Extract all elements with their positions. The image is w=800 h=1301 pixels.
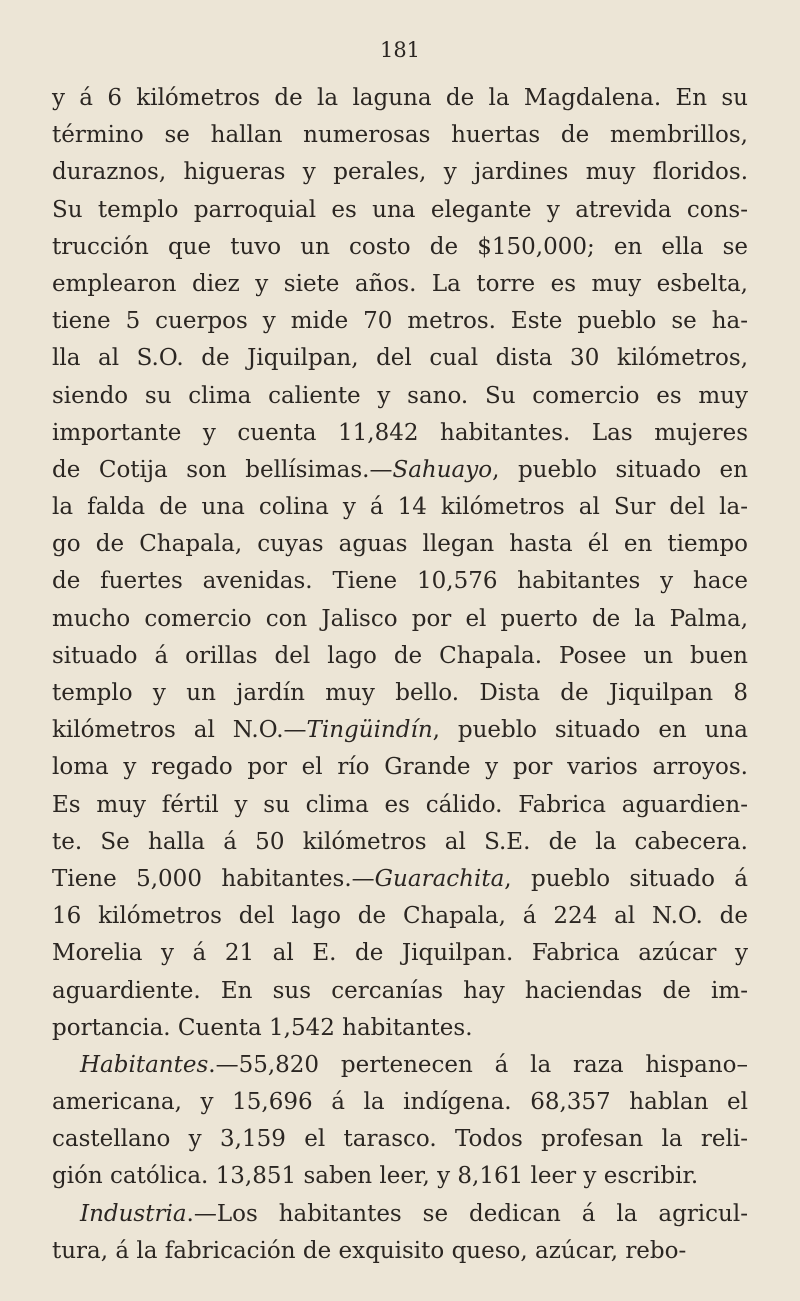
text-line bbox=[52, 601, 748, 638]
text-line bbox=[52, 154, 748, 191]
text-span: término se hallan numerosas huertas de membrillos, bbox=[52, 122, 748, 149]
text-line bbox=[52, 563, 748, 600]
text-span: loma y regado por el río Grande y por varios arroyos. bbox=[52, 754, 748, 781]
text-span: castellano y 3,159 el tarasco. Todos profesan la reli- bbox=[52, 1126, 748, 1153]
text-line bbox=[52, 1196, 748, 1233]
text-span: Es muy fértil y su clima es cálido. Fabrica aguardien- bbox=[52, 791, 748, 818]
text-line bbox=[52, 824, 748, 861]
text-span: , pueblo situado en bbox=[492, 456, 748, 483]
text-line bbox=[52, 675, 748, 712]
text-line bbox=[52, 1158, 748, 1195]
text-span: , pueblo situado á bbox=[504, 865, 749, 892]
text-span: te. Se halla á 50 kilómetros al S.E. de la cabecera. bbox=[52, 828, 748, 855]
text-line bbox=[52, 340, 748, 377]
text-line bbox=[52, 80, 748, 117]
text-line bbox=[52, 973, 748, 1010]
italic-term: Habitantes bbox=[80, 1051, 209, 1078]
text-span: mucho comercio con Jalisco por el puerto de la Palma, bbox=[52, 605, 748, 632]
text-line bbox=[52, 1047, 748, 1084]
text-span: siendo su clima caliente y sano. Su comercio es muy bbox=[52, 382, 748, 409]
page-number: 181 bbox=[379, 38, 421, 62]
text-span: trucción que tuvo un costo de $150,000; en ella se bbox=[52, 233, 748, 260]
italic-term: Industria bbox=[80, 1200, 187, 1227]
text-span: .—55,820 pertenecen á la raza hispano– bbox=[208, 1051, 748, 1078]
text-span: .—Los habitantes se dedican á la agricul- bbox=[186, 1200, 748, 1227]
text-span: tura, á la fabricación de exquisito queso, azúcar, rebo- bbox=[52, 1237, 687, 1264]
italic-term: Tingüindín bbox=[306, 717, 433, 744]
text-line bbox=[52, 303, 748, 340]
text-line bbox=[52, 787, 748, 824]
text-span: situado á orillas del lago de Chapala. Posee un buen bbox=[52, 642, 748, 669]
text-span: Morelia y á 21 al E. de Jiquilpan. Fabrica azúcar y bbox=[52, 940, 748, 967]
text-line bbox=[52, 1084, 748, 1121]
text-span: emplearon diez y siete años. La torre es muy esbelta, bbox=[52, 270, 748, 297]
text-span: americana, y 15,696 á la indígena. 68,357 hablan el bbox=[52, 1089, 748, 1116]
text-line bbox=[52, 1121, 748, 1158]
text-span: de fuertes avenidas. Tiene 10,576 habitantes y hace bbox=[52, 568, 748, 595]
text-line bbox=[52, 935, 748, 972]
text-line bbox=[52, 378, 748, 415]
text-span: de Cotija son bellísimas.— bbox=[52, 456, 393, 483]
text-line bbox=[52, 452, 748, 489]
text-line bbox=[52, 229, 748, 266]
text-line bbox=[52, 266, 748, 303]
text-span: aguardiente. En sus cercanías hay haciendas de im- bbox=[52, 977, 748, 1004]
text-line bbox=[52, 1233, 748, 1270]
text-line bbox=[52, 526, 748, 563]
text-span: gión católica. 13,851 saben leer, y 8,161 leer y escribir. bbox=[52, 1163, 699, 1190]
text-span: kilómetros al N.O.— bbox=[52, 717, 307, 744]
text-line bbox=[52, 898, 748, 935]
body-text bbox=[52, 80, 748, 1270]
italic-term: Sahuayo bbox=[392, 456, 493, 483]
text-span: templo y un jardín muy bello. Dista de Jiquilpan 8 bbox=[52, 680, 748, 706]
text-line bbox=[52, 489, 748, 526]
italic-term: Guarachita bbox=[374, 865, 505, 892]
text-line bbox=[52, 638, 748, 675]
text-line bbox=[52, 415, 748, 452]
text-span: portancia. Cuenta 1,542 habitantes. bbox=[52, 1014, 473, 1041]
text-line bbox=[52, 117, 748, 154]
text-span: la falda de una colina y á 14 kilómetros al Sur del la- bbox=[52, 494, 748, 521]
text-span: 16 kilómetros del lago de Chapala, á 224 al N.O. de bbox=[52, 903, 748, 930]
text-span: duraznos, higueras y perales, y jardines muy floridos. bbox=[52, 159, 748, 186]
text-span: importante y cuenta 11,842 habitantes. Las mujeres bbox=[52, 419, 748, 446]
text-line bbox=[52, 749, 748, 786]
text-line bbox=[52, 712, 748, 749]
text-span: go de Chapala, cuyas aguas llegan hasta él en tiempo bbox=[52, 531, 748, 558]
text-line bbox=[52, 1010, 748, 1047]
text-line bbox=[52, 861, 748, 898]
text-line bbox=[52, 192, 748, 229]
text-span: Tiene 5,000 habitantes.— bbox=[52, 865, 375, 892]
text-span: Su templo parroquial es una elegante y atrevida cons- bbox=[52, 196, 748, 223]
text-span: y á 6 kilómetros de la laguna de la Magdalena. En su bbox=[52, 85, 748, 111]
text-span: tiene 5 cuerpos y mide 70 metros. Este pueblo se ha- bbox=[52, 308, 748, 335]
text-span: , pueblo situado en una bbox=[432, 717, 749, 744]
text-span: lla al S.O. de Jiquilpan, del cual dista 30 kilómetros, bbox=[52, 345, 748, 372]
